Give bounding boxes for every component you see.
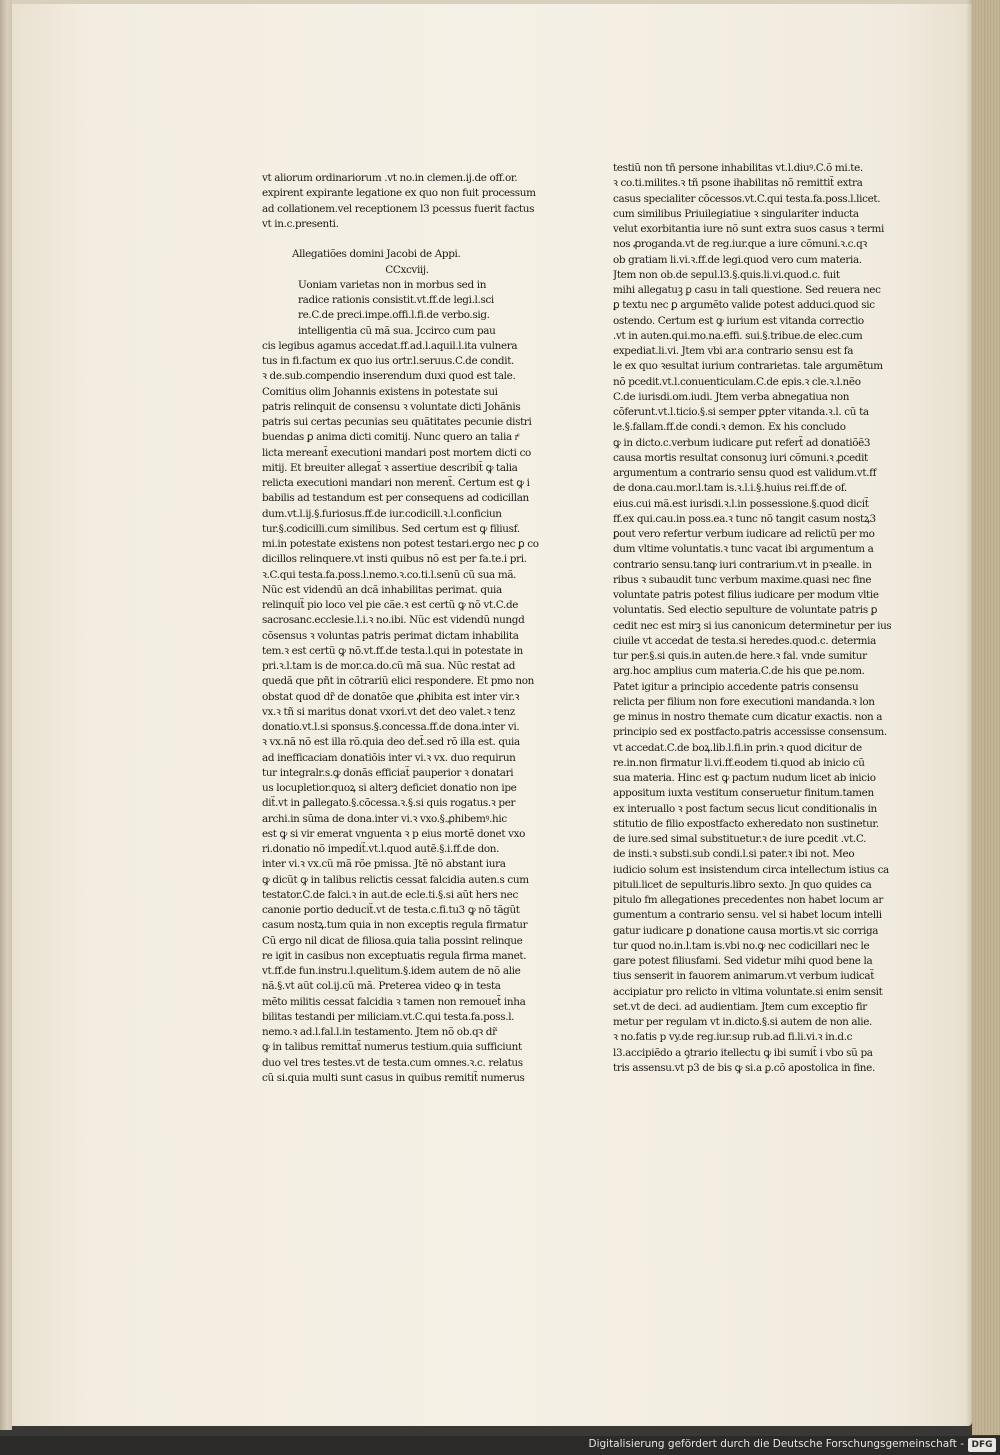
- text-line: ꝛ de.sub.compendio inserendum duxi quod est tale.: [262, 370, 516, 383]
- text-line: appositum iuxta vestitum conseruetur finitum.tamen: [613, 787, 874, 800]
- text-line: ꝛ co.ti.milites.ꝛ tñ psone ihabilitas nõ remittit̃ extra: [613, 177, 863, 190]
- text-line: licta mereant̃ executioni mandari post mortem dicti co: [262, 446, 531, 459]
- text-line: gare potest filiusfami. Sed videtur mihi quod bene la: [613, 955, 873, 967]
- text-line: patris sui certas pecunias seu quãtitates pecunie distri: [262, 416, 532, 428]
- text-line: arg.hoc amplius cum materia.C.de his que pe.nom.: [613, 665, 865, 678]
- text-line: cõferunt.vt.l.ticio.§.si semper ꝑpter vitanda.ꝛ.l. cũ ta: [613, 406, 869, 418]
- text-column-right: [613, 161, 891, 1076]
- text-line: cedit nec est mirꝫ si ius canonicum determinetur per ius: [613, 619, 891, 632]
- text-line: mihi allegatuꝫ ꝑ casu in tali questione. Sed reuera nec: [613, 284, 881, 296]
- text-line: pri.ꝛ.l.tam is de mor.ca.do.cũ mã sua. Nũc restat ad: [262, 660, 516, 672]
- text-line: ob gratiam li.vi.ꝛ.ff.de legi.quod vero cum materia.: [613, 253, 862, 266]
- text-line: gatur iudicare ꝑ donatione causa mortis.vt sic corriga: [613, 924, 879, 937]
- text-line: eius.cui mã.est iurisdi.ꝛ.l.in possessione.§.quod dicit̃: [613, 497, 869, 510]
- text-line: archi.in sũma de dona.inter vi.ꝛ vxo.§.ꝓhibemꝰ.hic: [262, 812, 507, 825]
- text-line: ꝙ in talibus remittat̃ numerus testium.quia sufficiunt: [262, 1041, 522, 1054]
- text-line: testator.C.de falci.ꝛ in aut.de ecle.ti.§.si aũt hers nec: [262, 888, 518, 901]
- text-line: casus specialiter cõcessos.vt.C.qui testa.fa.poss.l.licet.: [613, 192, 881, 205]
- text-line: relinquit̃ pio loco vel pie cãe.ꝛ est certũ ꝙ nõ vt.C.de: [262, 599, 519, 611]
- text-line: dum vltime voluntatis.ꝛ tunc vacat ibi argumentum a: [613, 543, 874, 556]
- text-line: CCxcviij.: [385, 263, 429, 276]
- text-line: testiũ non tñ persone inhabilitas vt.l.diuꝰ.C.õ mi.te.: [613, 162, 863, 174]
- text-line: radice rationis consistit.vt.ff.de legi.l.sci: [298, 294, 494, 306]
- text-line: vt accedat.C.de boꝝ.lib.l.fi.in prin.ꝛ quod dicitur de: [613, 741, 862, 754]
- text-line: .vt in auten.qui.mo.na.effi. sui.§.tribue.de elec.cum: [613, 329, 863, 342]
- text-line: vt.ff.de fun.instru.l.quelitum.§.idem autem de nõ alie: [262, 965, 521, 977]
- text-line: mi.in potestate existens non potest testari.ergo nec ꝑ co: [262, 538, 539, 550]
- text-line: gumentum a contrario sensu. vel si habet locum intelli: [613, 909, 882, 922]
- text-line: ꝑout vero refertur verbum iudicare ad relictũ per mo: [613, 528, 875, 540]
- text-line: nõ pcedit.vt.l.conuenticulam.C.de epis.ꝛ cle.ꝛ.l.nẽo: [613, 375, 861, 388]
- text-line: Jtem non ob.de sepul.l3.§.quis.li.vi.quod.c. fuit: [613, 268, 840, 281]
- text-line: stitutio de filio expostfacto exheredato non sustinetur.: [613, 817, 879, 830]
- text-line: dit̃.vt in ꝑallegato.§.cõcessa.ꝛ.§.si quis rogatus.ꝛ per: [262, 797, 516, 810]
- text-line: ribus ꝛ subaudit tunc verbum maxime.quasi nec fine: [613, 573, 872, 586]
- text-line: obstat quod dr̃ de donatõe que ꝓhibita est inter vir.ꝛ: [262, 690, 520, 703]
- text-line: Patet igitur a principio accedente patris consensu: [613, 680, 859, 693]
- text-line: mẽto militis cessat falcidia ꝛ tamen non remouet̃ inha: [262, 995, 526, 1008]
- text-line: tur.§.codicilli.cum similibus. Sed certum est ꝙ filiusf.: [262, 522, 520, 535]
- text-line: Allegatiões domini Jacobi de Appi.: [292, 248, 461, 261]
- text-line: principio sed ex postfacto.patris accessisse consensum.: [613, 726, 887, 739]
- dfg-logo: DFG: [968, 1438, 996, 1452]
- text-line: ge minus in nostro themate cum dicatur exactis. non a: [613, 711, 883, 723]
- text-line: voluntate patris potest filius iudicare per modum vltie: [613, 589, 879, 601]
- text-line: us locupletior.quoꝝ si alterꝫ deficiet donatio non ipe: [262, 782, 517, 794]
- text-line: ostendo. Certum est ꝙ iurium est vitanda correctio: [613, 314, 864, 327]
- text-line: accipiatur pro relicto in vltima voluntate.si enim sensit: [613, 985, 883, 998]
- text-line: cõsensus ꝛ voluntas patris perimat dictam inhabilita: [262, 629, 519, 642]
- text-line: voluntatis. Sed electio sepulture de voluntate patris ꝑ: [613, 604, 878, 617]
- text-line: de dona.cau.mor.l.tam is.ꝛ.l.i.§.huius rei.ff.de of.: [613, 482, 847, 495]
- text-line: sua materia. Hinc est ꝙ pactum nudum licet ab inicio: [613, 772, 876, 784]
- text-line: tur integralr.s.ꝙ donãs efficiat̃ pauperior ꝛ donatari: [262, 766, 514, 779]
- text-line: ad collationem.vel receptionem l3 pcessus fuerit factus: [262, 202, 535, 215]
- text-line: ꝑ textu nec ꝑ argumẽto valide potest adduci.quod sic: [613, 299, 875, 312]
- text-line: vt aliorum ordinariorum .vt no.in clemen.ij.de off.or.: [262, 172, 518, 184]
- text-line: babilis ad testandum est per consequens ad codicillan: [262, 492, 529, 505]
- text-line: velut exorbitantia iure nõ sunt extra suos casus ꝛ termi: [613, 223, 884, 235]
- text-line: expediat.li.vi. Jtem vbi ar.a contrario sensu est fa: [613, 345, 854, 357]
- text-line: canonie portio deducit̃.vt de testa.c.fi.tu3 ꝙ nõ tãgũt: [262, 904, 520, 916]
- text-line: intelligentia cũ mã sua. Jccirco cum pau: [298, 324, 496, 337]
- text-line: tur per.§.si quis.in auten.de here.ꝛ fal. vnde sumitur: [613, 650, 867, 662]
- text-line: quedã que pñt in cõtrariũ elici respondere. Et pmo non: [262, 675, 534, 688]
- text-line: nos ꝓroganda.vt de reg.iur.que a iure cõmuni.ꝛ.c.qꝛ: [613, 238, 867, 251]
- text-line: de iure.sed simal substituetur.ꝛ de iure ꝑcedit .vt.C.: [613, 833, 867, 845]
- text-line: tur quod no.in.l.tam is.vbi no.ꝙ nec codicillari nec le: [613, 939, 870, 952]
- text-line: re igit in casibus non exceptuatis regula firma manet.: [262, 949, 527, 962]
- text-line: expirent expirante legatione ex quo non fuit processum: [262, 187, 536, 200]
- funding-credit: Digitalisierung gefördert durch die Deutsche Forschungsgemeinschaft -: [588, 1438, 964, 1450]
- text-line: Uoniam varietas non in morbus sed in: [298, 278, 487, 291]
- text-line: cis legibus agamus accedat.ff.ad.l.aquil.l.ita vulnera: [262, 339, 518, 352]
- text-line: pitulo fm allegationes precedentes non habet locum ar: [613, 894, 883, 906]
- text-line: relicta per filium non fore executioni mandanda.ꝛ lon: [613, 695, 875, 708]
- digitization-footer: [0, 1436, 1000, 1455]
- text-line: mitij. Et breuiter allegat̃ ꝛ assertiue describit̃ ꝙ talia: [262, 461, 518, 474]
- text-line: ꝙ dicũt ꝙ in talibus relictis cessat falcidia auten.s cum: [262, 873, 529, 886]
- text-line: bilitas testandi per miliciam.vt.C.qui testa.fa.poss.l.: [262, 1010, 515, 1023]
- text-line: ri.donatio nõ impedit̃.vt.l.quod autẽ.§.i.ff.de don.: [262, 843, 500, 855]
- text-line: Nũc est videndũ an dcã inhabilitas perimat. quia: [262, 583, 502, 596]
- text-line: cũ si.quia multi sunt casus in quibus remitit̃ numerus: [262, 1071, 525, 1084]
- text-line: ꝛ.C.qui testa.fa.poss.l.nemo.ꝛ.co.ti.l.senũ cũ sua mã.: [262, 568, 517, 581]
- text-line: [262, 232, 552, 247]
- text-line: tem.ꝛ est certũ ꝙ nõ.vt.ff.de testa.l.qui in potestate in: [262, 644, 523, 657]
- text-line: Cũ ergo nil dicat de filiosa.quia talia possint relinque: [262, 934, 523, 947]
- text-line: cum similibus Priuilegiatiue ꝛ singulariter inducta: [613, 207, 859, 220]
- text-line: tius senserit in fauorem animarum.vt verbum iudicat̃: [613, 970, 875, 983]
- text-line: iudicio solum est insistendum circa intellectum istius ca: [613, 863, 889, 876]
- text-line: pituli.licet de sepulturis.libro sexto. Jn quo quides ca: [613, 878, 872, 891]
- text-line: tus in fi.factum ex quo ius ortr.l.seruus.C.de condit.: [262, 355, 514, 367]
- text-line: ꝛ no.fatis p vy.de reg.iur.sup rub.ad fi.li.vi.ꝛ in.d.c: [613, 1031, 853, 1044]
- text-line: set.vt de deci. ad audientiam. Jtem cum exceptio fir: [613, 1000, 867, 1013]
- text-line: patris relinquit de consensu ꝛ voluntate dicti Johãnis: [262, 400, 521, 413]
- text-line: ꝛ vx.nã nõ est illa rõ.quia deo det̃.sed rõ illa est. quia: [262, 736, 520, 749]
- text-line: vt in.c.presenti.: [262, 217, 339, 230]
- text-line: Comitius olim Johannis existens in potestate sui: [262, 385, 498, 398]
- text-line: l3.accipiẽdo a ꝯtrario itellectu ꝙ ibi sumit̃ i vbo sũ pa: [613, 1046, 873, 1059]
- text-line: ex interuallo ꝛ post factum secus licut conditionalis in: [613, 802, 877, 815]
- page-fore-edge: [972, 0, 1000, 1435]
- text-line: C.de iurisdi.om.iudi. Jtem verba abnegatiua non: [613, 390, 850, 403]
- text-line: contrario sensu.tanꝙ iuri contrarium.vt in pꝛealle. in: [613, 558, 872, 571]
- binding-spine: [0, 0, 12, 1430]
- text-line: duo vel tres testes.vt de testa.cum omnes.ꝛ.c. relatus: [262, 1056, 523, 1069]
- text-line: ad inefficaciam donatiõis inter vi.ꝛ vx. duo requirun: [262, 751, 516, 764]
- text-line: inter vi.ꝛ vx.cũ mã rõe pmissa. Jtẽ nõ abstant iura: [262, 858, 506, 871]
- text-line: buendas ꝑ anima dicti comitij. Nunc quero an talia rͤ: [262, 431, 518, 444]
- text-line: casum nostꝝ.tum quia in non exceptis regula firmatur: [262, 919, 528, 932]
- text-line: dicillos relinquere.vt insti quibus nõ est per fa.te.i pri.: [262, 553, 527, 566]
- text-line: nemo.ꝛ ad.l.fal.l.in testamento. Jtem nõ ob.qꝛ dr̃: [262, 1026, 497, 1038]
- text-line: sacrosanc.ecclesie.l.i.ꝛ no.ibi. Nũc est videndũ nungd: [262, 614, 525, 627]
- text-line: vx.ꝛ tñ si maritus donat vxori.vt det deo valet.ꝛ tenz: [262, 705, 515, 718]
- text-line: le.§.fallam.ff.de condi.ꝛ demon. Ex his concludo: [613, 421, 846, 434]
- text-line: le ex quo ꝛesultat iurium contrarietas. tale argumẽtum: [613, 360, 883, 373]
- text-line: ff.ex qui.cau.in poss.ea.ꝛ tunc nõ tangit casum nostꝝ3: [613, 512, 876, 525]
- text-line: de insti.ꝛ substi.sub condi.l.si pater.ꝛ ibi not. Meo: [613, 848, 855, 861]
- text-line: tris assensu.vt p3 de bis ꝙ si.a ꝑ.cõ apostolica in fine.: [613, 1061, 875, 1074]
- text-line: metur per regulam vt in.dicto.§.si autem de non alie.: [613, 1016, 872, 1028]
- text-line: ꝙ in dicto.c.verbum iudicare ꝑut refert̃ ad donatiõẽ3: [613, 436, 871, 449]
- text-line: nã.§.vt aũt col.ij.cũ mã. Preterea video ꝙ in testa: [262, 980, 501, 993]
- text-column-left: [262, 171, 552, 1086]
- text-line: relicta executioni mandari non merent̃. Certum est ꝙ i: [262, 477, 530, 489]
- text-line: argumentum a contrario sensu quod est validum.vt.ff: [613, 467, 877, 479]
- text-line: re.in.non firmatur li.vi.ff.eodem ti.quod ab inicio cũ: [613, 756, 865, 769]
- text-line: est ꝙ si vir emerat vnguenta ꝛ p eius mortẽ donet vxo: [262, 827, 526, 840]
- text-line: dum.vt.l.ij.§.furiosus.ff.de iur.codicill.ꝛ.l.conficiun: [262, 507, 502, 520]
- text-line: re.C.de preci.impe.offi.l.fi.de verbo.sig.: [298, 309, 490, 322]
- text-line: ciuile vt accedat de testa.si heredes.quod.c. determia: [613, 634, 876, 647]
- text-line: donatio.vt.l.si sponsus.§.concessa.ff.de dona.inter vi.: [262, 721, 520, 733]
- text-line: causa mortis resultat consonuꝫ iuri cõmuni.ꝛ ꝓcedit: [613, 451, 868, 464]
